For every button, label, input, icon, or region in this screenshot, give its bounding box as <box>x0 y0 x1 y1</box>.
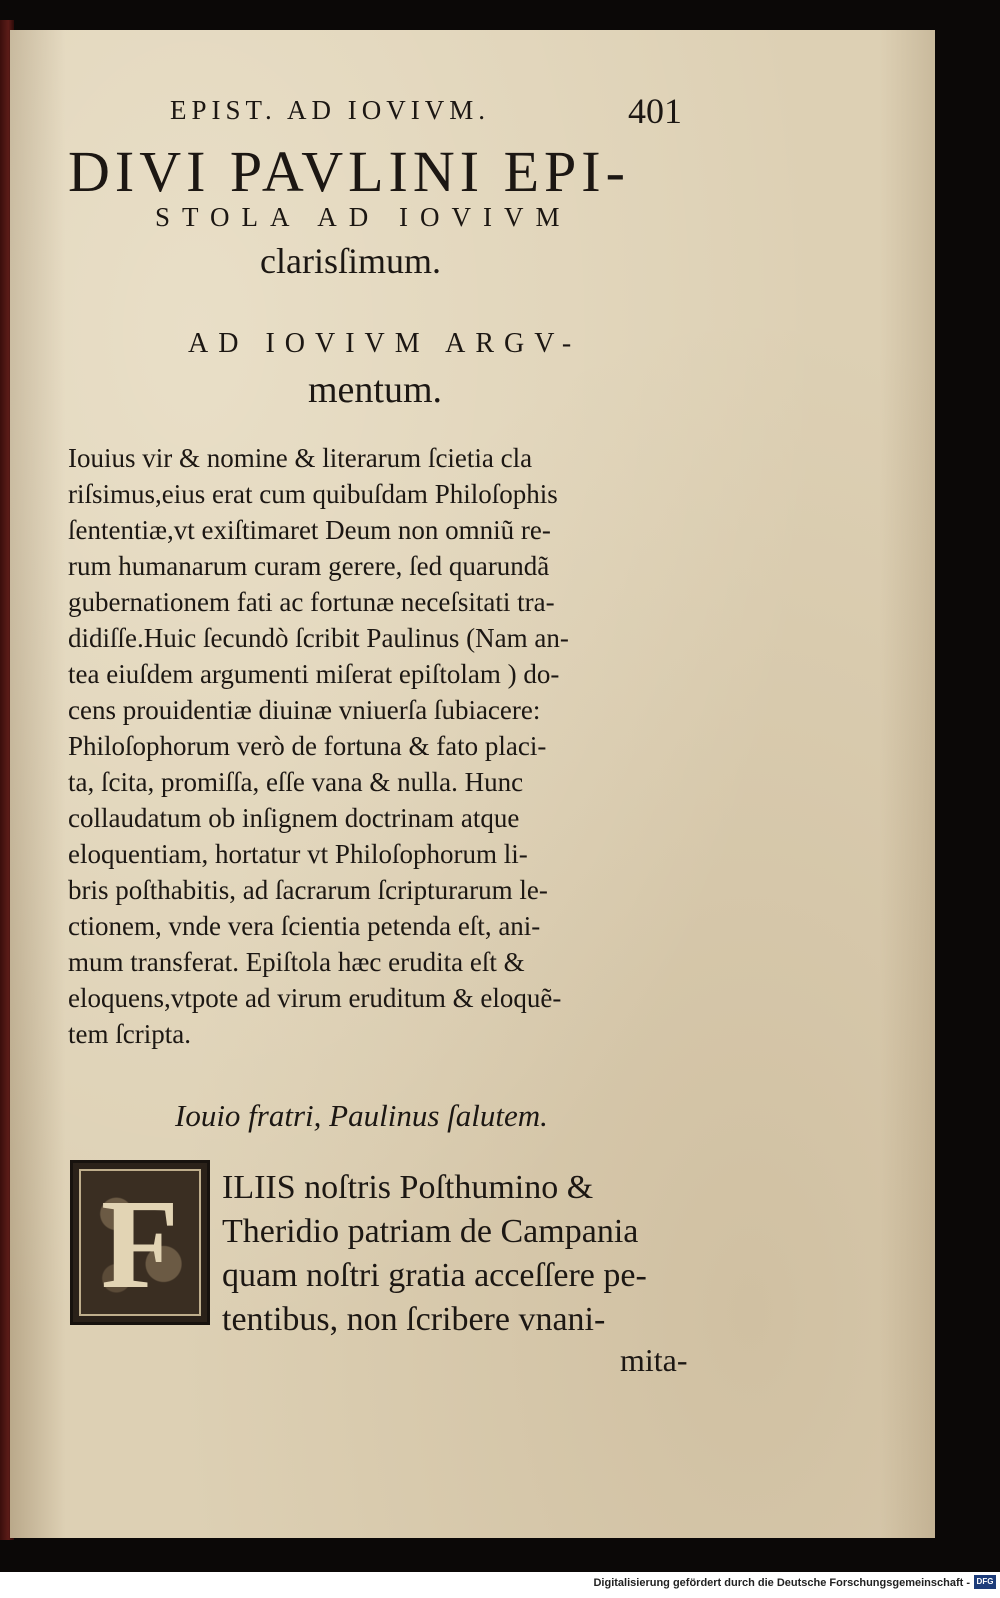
argument-line: eloquentiam, hortatur vt Philoſophorum li- <box>68 839 528 869</box>
page-number: 401 <box>628 91 682 131</box>
argument-line: gubernationem fati ac fortunæ neceſsitati tra- <box>68 587 555 617</box>
argument-line: bris poſthabitis, ad ſacrarum ſcripturarum le- <box>68 875 548 905</box>
argument-line: rum humanarum curam gerere, ſed quarundã <box>68 551 550 581</box>
argument-line: ctionem, vnde vera ſcientia petenda eſt, ani- <box>68 911 541 941</box>
argument-heading-line-2: mentum. <box>308 369 443 411</box>
footer-bar <box>0 1572 1000 1598</box>
argument-paragraph <box>68 440 708 1052</box>
argument-line: Iouius vir & nomine & literarum ſcietia cla <box>68 443 533 473</box>
argument-line: didiſſe.Huic ſecundò ſcribit Paulinus (Nam an- <box>68 623 569 653</box>
body-line: ILIIS noſtris Poſthumino & <box>222 1169 594 1206</box>
argument-line: ta, ſcita, promiſſa, eſſe vana & nulla. Hunc <box>68 767 524 797</box>
running-head: EPIST. AD IOVIVM. <box>170 95 490 125</box>
body-line: Theridio patriam de Campania <box>222 1213 639 1250</box>
argument-line: tem ſcripta. <box>68 1019 191 1049</box>
body-line: tentibus, non ſcribere vnani- <box>222 1301 606 1338</box>
argument-line: riſsimus,eius erat cum quibuſdam Philoſophis <box>68 479 558 509</box>
argument-line: ſententiæ,vt exiſtimaret Deum non omniũ re- <box>68 515 551 545</box>
dfg-logo-icon: DFG <box>974 1575 996 1589</box>
body-line: quam noſtri gratia acceſſere pe- <box>222 1257 647 1294</box>
decorated-initial <box>70 1160 210 1325</box>
argument-line: mum transferat. Epiſtola hæc erudita eſt & <box>68 947 525 977</box>
title-line-1: DIVI PAVLINI EPI- <box>68 139 630 204</box>
title-line-3: clarisſimum. <box>260 241 441 281</box>
title-line-2: STOLA AD IOVIVM <box>155 202 572 232</box>
book-page <box>10 30 935 1538</box>
initial-letter: F <box>100 1173 180 1315</box>
argument-heading-line-1: AD IOVIVM ARGV- <box>188 328 582 359</box>
argument-line: Philoſophorum verò de fortuna & fato placi- <box>68 731 547 761</box>
argument-line: tea eiuſdem argumenti miſerat epiſtolam ) do- <box>68 659 560 689</box>
salutation: Iouio fratri, Paulinus ſalutem. <box>175 1098 548 1133</box>
letter-body <box>222 1166 712 1342</box>
argument-line: collaudatum ob inſignem doctrinam atque <box>68 803 520 833</box>
footer-credit: Digitalisierung gefördert durch die Deutsche Forschungsgemeinschaft - <box>593 1577 970 1589</box>
catchword: mita- <box>620 1342 688 1378</box>
argument-line: cens prouidentiæ diuinæ vniuerſa ſubiacere: <box>68 695 541 725</box>
argument-line: eloquens,vtpote ad virum eruditum & eloquẽ- <box>68 983 562 1013</box>
